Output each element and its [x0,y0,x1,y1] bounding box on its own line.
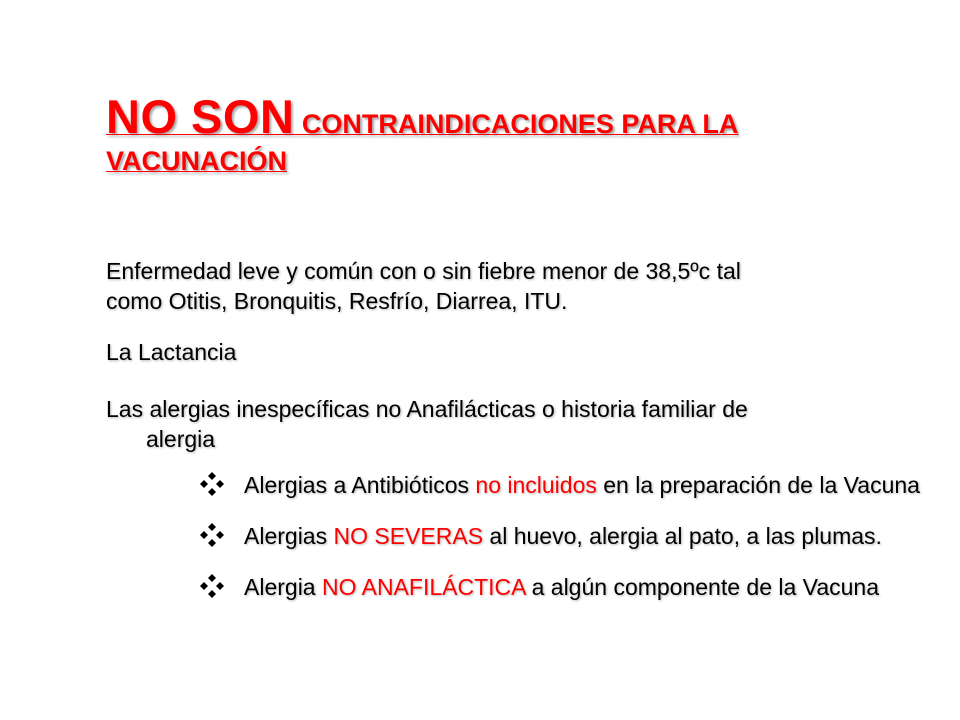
bullet-item [198,470,948,500]
bullet-highlight: no incluidos [475,472,597,498]
paragraph-line: como Otitis, Bronquitis, Resfrío, Diarrea, ITU. [106,288,568,314]
bullet-text: Alergias a Antibióticos [244,472,476,498]
paragraph-line: Las alergias inespecíficas no Anafilácticas o historia familiar de [106,396,748,422]
bullet-list [198,470,948,623]
four-diamond-bullet-icon [200,523,224,547]
bullet-highlight: NO ANAFILÁCTICA [321,574,526,600]
bullet-text: en la preparación de la Vacuna [596,472,920,498]
paragraph-mild-illness [106,256,886,316]
bullet-text: al huevo, alergia al pato, a las plumas. [483,523,882,549]
title-emphasis: NO SON [106,90,295,143]
paragraph-lactation: La Lactancia [106,339,237,365]
paragraph-line: alergia [146,426,216,452]
paragraph-line: Enfermedad leve y común con o sin fiebre menor de 38,5ºc tal [106,258,741,284]
bullet-text: Alergias [244,523,334,549]
four-diamond-bullet-icon [200,574,224,598]
bullet-item [198,572,948,602]
title-rest: CONTRAINDICACIONES PARA LA VACUNACIÓN [106,109,739,177]
paragraph-allergies [106,394,886,454]
slide-title [106,88,866,178]
four-diamond-bullet-icon [200,472,224,496]
bullet-text: Alergia [244,574,322,600]
bullet-text: a algún componente de la Vacuna [525,574,879,600]
bullet-highlight: NO SEVERAS [333,523,484,549]
bullet-item [198,521,948,551]
